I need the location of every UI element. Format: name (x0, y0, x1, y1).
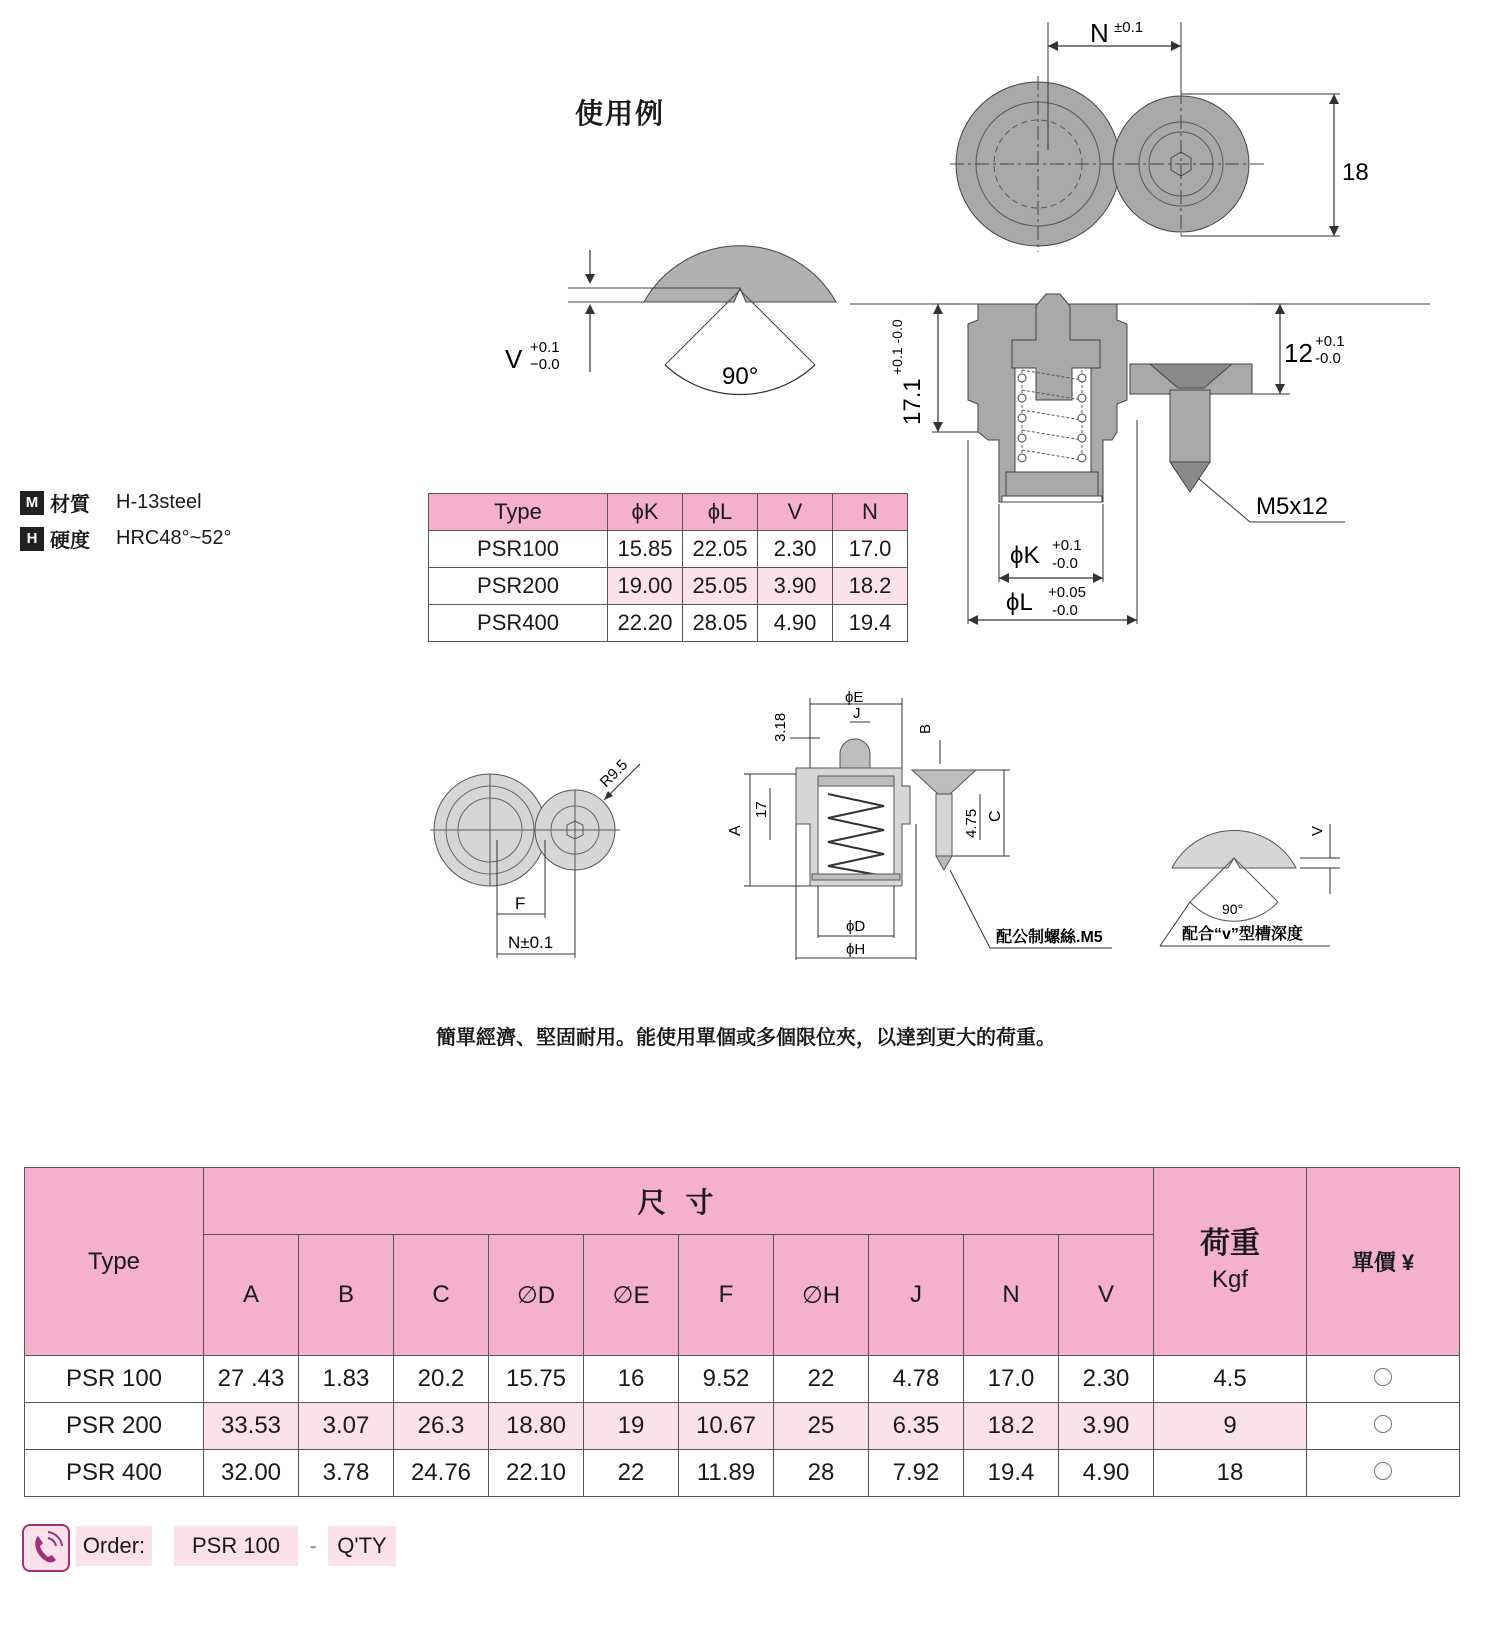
product-description: 簡單經濟、堅固耐用。能使用單個或多個限位夾，以達到更大的荷重。 (436, 1027, 1056, 1049)
table-cell: 4.78 (869, 1356, 964, 1403)
row-type: PSR 100 (25, 1356, 204, 1403)
table-cell: 19 (584, 1403, 679, 1450)
row-type: PSR 200 (25, 1403, 204, 1450)
table-row (429, 568, 908, 605)
k-label: ϕK (1010, 542, 1040, 569)
dim-12-tol-plus: +0.1 (1315, 333, 1345, 350)
small-top-view (430, 774, 620, 886)
v-tol-minus: −0.0 (530, 356, 560, 373)
table-cell: 16 (584, 1356, 679, 1403)
col-header-f: F (679, 1235, 774, 1356)
table-row (25, 1356, 1460, 1403)
c-label: C (987, 810, 1004, 822)
row-load: 9 (1154, 1403, 1307, 1450)
table-cell: 4.90 (1059, 1450, 1154, 1497)
j-label: J (853, 705, 861, 722)
table-cell: 22.20 (608, 605, 683, 642)
col-header-d: ∅D (489, 1235, 584, 1356)
size-table-header-n: N (833, 494, 908, 531)
table-cell: 28 (774, 1450, 869, 1497)
height-18-label: 18 (1342, 159, 1369, 186)
d475-label: 4.75 (963, 808, 980, 838)
table-cell: 22 (584, 1450, 679, 1497)
k-tol-plus: +0.1 (1052, 537, 1082, 554)
v-groove-part (568, 246, 836, 395)
table-cell: 20.2 (394, 1356, 489, 1403)
screw-note: 配公制螺絲.M5 (996, 929, 1103, 946)
top-view-circles (950, 76, 1265, 252)
groove-note: 配合“v”型槽深度 (1182, 926, 1303, 943)
table-cell: 2.30 (758, 531, 833, 568)
row-type: PSR 400 (25, 1450, 204, 1497)
dim-12-label: 12 (1284, 338, 1313, 368)
table-cell: 9.52 (679, 1356, 774, 1403)
section-view-body (968, 294, 1127, 502)
table-cell: 28.05 (683, 605, 758, 642)
row-price (1307, 1356, 1460, 1403)
n-label: N (1090, 18, 1109, 48)
dimension-drawing (0, 690, 1492, 970)
table-cell: 19.4 (833, 605, 908, 642)
small-section-view (796, 739, 976, 886)
table-cell: 3.90 (1059, 1403, 1154, 1450)
table-cell: 33.53 (204, 1403, 299, 1450)
table-cell: PSR200 (429, 568, 608, 605)
l-tol-minus: -0.0 (1052, 602, 1078, 619)
size-table-header-k: ϕK (608, 494, 683, 531)
table-cell: 7.92 (869, 1450, 964, 1497)
table-cell: 10.67 (679, 1403, 774, 1450)
order-dash: - (309, 1533, 317, 1558)
v-tol-plus: +0.1 (530, 339, 560, 356)
col-header-a: A (204, 1235, 299, 1356)
phone-icon (22, 1524, 70, 1572)
spec-header-type: Type (25, 1168, 204, 1356)
small-angle-label: 90° (1222, 901, 1244, 917)
spec-material-value: H-13steel (116, 491, 202, 513)
table-cell: 26.3 (394, 1403, 489, 1450)
table-cell: 15.85 (608, 531, 683, 568)
row-load: 4.5 (1154, 1356, 1307, 1403)
table-cell: 3.07 (299, 1403, 394, 1450)
size-table-header-v: V (758, 494, 833, 531)
size-table-header-l: ϕL (683, 494, 758, 531)
l-label: ϕL (1006, 589, 1033, 616)
spec-table-header-row-1 (25, 1168, 1460, 1235)
table-row (25, 1403, 1460, 1450)
table-cell: 17.0 (964, 1356, 1059, 1403)
table-cell: 32.00 (204, 1450, 299, 1497)
d318-label: 3.18 (772, 712, 789, 742)
col-header-e: ∅E (584, 1235, 679, 1356)
l-tol-plus: +0.05 (1048, 584, 1086, 601)
table-cell: 22.05 (683, 531, 758, 568)
v-label: V (505, 344, 523, 374)
table-cell: 6.35 (869, 1403, 964, 1450)
hardness-icon: H (20, 527, 44, 551)
r95-label: R9.5 (596, 756, 632, 791)
row-load: 18 (1154, 1450, 1307, 1497)
col-header-h: ∅H (774, 1235, 869, 1356)
table-cell: 18.80 (489, 1403, 584, 1450)
spec-hardness-label: 硬度 (50, 530, 90, 552)
size-table-header-type: Type (429, 494, 608, 531)
spec-hardness-value: HRC48°~52° (116, 527, 232, 549)
col-header-c: C (394, 1235, 489, 1356)
small-v-label: V (1309, 825, 1326, 836)
table-cell: 1.83 (299, 1356, 394, 1403)
order-qty: Q'TY (328, 1526, 396, 1566)
table-row (429, 531, 908, 568)
col-header-v: V (1059, 1235, 1154, 1356)
table-cell: 22 (774, 1356, 869, 1403)
price-placeholder-icon (1374, 1368, 1392, 1386)
spec-table (24, 1167, 1460, 1497)
spec-material-label: 材質 (50, 494, 90, 516)
screw-m5x12-label: M5x12 (1256, 493, 1329, 520)
table-cell: 3.78 (299, 1450, 394, 1497)
price-placeholder-icon (1374, 1415, 1392, 1433)
spec-header-dimensions: 尺 寸 (204, 1168, 1154, 1235)
table-cell: 11.89 (679, 1450, 774, 1497)
order-model: PSR 100 (174, 1526, 298, 1566)
size-table (428, 493, 908, 642)
price-placeholder-icon (1374, 1462, 1392, 1480)
table-cell: 17.0 (833, 531, 908, 568)
dim-17-1-tol: +0.1 -0.0 (889, 319, 905, 375)
table-cell: 15.75 (489, 1356, 584, 1403)
n-tol: ±0.1 (1114, 19, 1144, 36)
angle-label: 90° (722, 363, 759, 390)
table-cell: 2.30 (1059, 1356, 1154, 1403)
dim-12-tol-minus: -0.0 (1315, 350, 1341, 367)
load-header-unit: Kgf (1211, 1265, 1249, 1293)
phi-e-label: ϕE (845, 690, 864, 706)
table-row (25, 1450, 1460, 1497)
table-cell: 18.2 (964, 1403, 1059, 1450)
table-cell: 24.76 (394, 1450, 489, 1497)
spec-header-load (1154, 1168, 1307, 1356)
a-label: A (727, 825, 744, 836)
spec-header-price: 單價 ¥ (1307, 1168, 1460, 1356)
table-cell: 22.10 (489, 1450, 584, 1497)
table-cell: 27 .43 (204, 1356, 299, 1403)
col-header-j: J (869, 1235, 964, 1356)
table-cell: 25.05 (683, 568, 758, 605)
table-cell: PSR400 (429, 605, 608, 642)
col-header-b: B (299, 1235, 394, 1356)
table-cell: 25 (774, 1403, 869, 1450)
row-price (1307, 1450, 1460, 1497)
dim-17-1-label: 17.1 (899, 378, 926, 425)
col-header-n: N (964, 1235, 1059, 1356)
order-label: Order: (76, 1526, 152, 1566)
material-icon: M (20, 491, 44, 515)
b-label: B (917, 723, 934, 734)
d17-label: 17 (753, 801, 770, 818)
f-label: F (515, 894, 526, 913)
table-cell: 3.90 (758, 568, 833, 605)
table-cell: 19.4 (964, 1450, 1059, 1497)
phi-d-label: ϕD (846, 918, 866, 935)
k-tol-minus: -0.0 (1052, 555, 1078, 572)
usage-example-title: 使用例 (575, 98, 666, 129)
load-header-label: 荷重 (1200, 1226, 1260, 1260)
table-cell: 18.2 (833, 568, 908, 605)
table-cell: 4.90 (758, 605, 833, 642)
table-row (429, 605, 908, 642)
size-table-header (429, 494, 908, 531)
phi-h-label: ϕH (846, 941, 866, 958)
n01-label: N±0.1 (508, 933, 554, 952)
countersunk-screw (1130, 364, 1252, 492)
table-cell: PSR100 (429, 531, 608, 568)
table-cell: 19.00 (608, 568, 683, 605)
row-price (1307, 1403, 1460, 1450)
